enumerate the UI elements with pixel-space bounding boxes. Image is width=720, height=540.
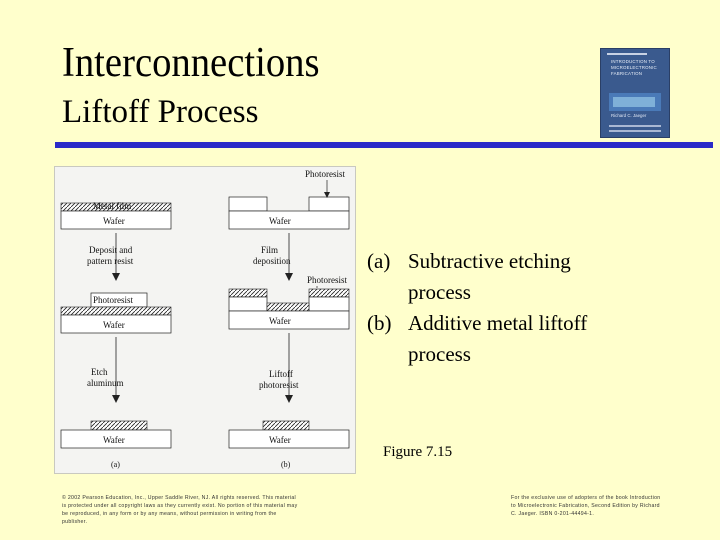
step-label-line: photoresist [259,380,299,390]
metal-film-layer [61,307,171,315]
step-label-line: aluminum [87,378,124,388]
step-label-line: Deposit and [89,245,133,255]
description-item-b [367,308,667,370]
photoresist-label: Photoresist [305,169,346,179]
slide-subtitle: Liftoff Process [62,94,259,130]
photoresist-block [229,197,267,211]
metal-line [263,421,309,430]
wafer-label: Wafer [269,216,291,226]
metal-film-label: Metal film [93,201,132,211]
description-marker: (b) [367,311,392,335]
arrow-head [285,273,293,281]
step-label-line: deposition [253,256,291,266]
adopters-footer: For the exclusive use of adopters of the book Introduction to Microelectronic Fabrication, Second Edition by Richard C. Jaeger. ISBN 0-201-44494-1. [511,495,661,517]
liftoff-diagram [54,166,356,474]
copyright-footer: © 2002 Pearson Education, Inc., Upper Saddle River, NJ. All rights reserved. This material is protected under all copyright laws as they currently exist. No portion of this material may be reproduced, in any form or by any means, without permission in writing from the publisher. [62,495,298,525]
step-label-line: Etch [91,367,108,377]
process-description-list [367,246,667,370]
metal-film-layer [309,289,349,297]
wafer-label: Wafer [269,316,291,326]
book-cover-image [600,48,670,138]
book-cover-title: INTRODUCTION TO MICROELECTRONIC FABRICATION [611,59,657,76]
arrow-head [112,395,120,403]
title-rule [55,142,713,148]
photoresist-block [229,297,267,311]
metal-line [267,303,309,311]
photoresist-label: Photoresist [307,275,348,285]
book-cover-illustration-inner [613,97,655,107]
slide-title: Interconnections [62,40,320,86]
step-label-line: Film [261,245,279,255]
book-cover-stripe [609,130,661,132]
book-cover-author: Richard C. Jaeger [611,113,647,118]
wafer-label: Wafer [103,216,125,226]
step-label-line: pattern resist [87,256,134,266]
wafer-label: Wafer [269,435,291,445]
metal-film-layer [229,289,267,297]
description-line: process [408,280,471,304]
photoresist-label: Photoresist [93,295,134,305]
figure-caption: Figure 7.15 [383,444,453,460]
wafer-label: Wafer [103,435,125,445]
column-label: (b) [281,460,291,469]
wafer-label: Wafer [103,320,125,330]
photoresist-block [309,297,349,311]
description-line: Subtractive etching [408,249,571,273]
description-line: process [408,342,471,366]
description-line: Additive metal liftoff [408,311,588,335]
arrow-head [285,395,293,403]
step-label-line: Liftoff [269,369,293,379]
book-cover-stripe [607,53,647,55]
description-marker: (a) [367,249,391,273]
column-label: (a) [111,460,120,469]
arrow-head [112,273,120,281]
photoresist-block [309,197,349,211]
metal-line [91,421,147,430]
description-item-a [367,246,667,308]
book-cover-stripe [609,125,661,127]
